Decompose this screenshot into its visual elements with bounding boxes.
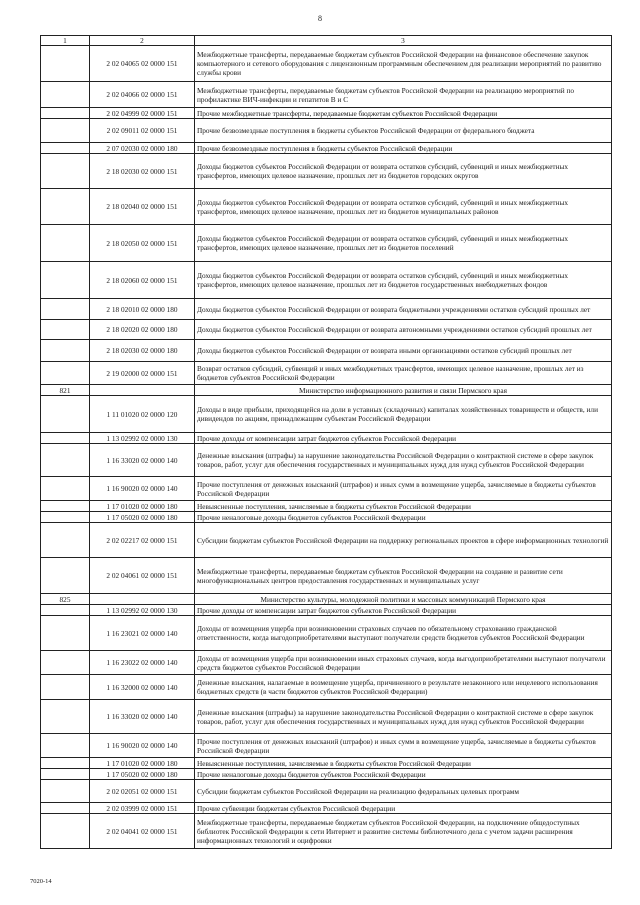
budget-code-cell: 1 11 01020 02 0000 120 bbox=[90, 396, 195, 433]
budget-code-cell: 2 18 02030 02 0000 151 bbox=[90, 154, 195, 189]
admin-code-cell bbox=[41, 299, 90, 320]
description-cell: Невыясненные поступления, зачисляемые в бюджеты субъектов Российской Федерации bbox=[195, 501, 612, 512]
budget-code-cell: 2 18 02020 02 0000 180 bbox=[90, 320, 195, 340]
admin-code-cell bbox=[41, 46, 90, 82]
table-row bbox=[41, 501, 612, 512]
admin-code-cell bbox=[41, 154, 90, 189]
admin-code-cell bbox=[41, 320, 90, 340]
admin-code-cell bbox=[41, 734, 90, 758]
budget-code-cell: 2 02 04041 02 0000 151 bbox=[90, 814, 195, 849]
table-row bbox=[41, 143, 612, 154]
description-cell: Доходы от возмещения ущерба при возникновении иных страховых случаев, когда выгодоприобретателями выступают получатели средств бюджетов субъектов Российской Федерации bbox=[195, 651, 612, 675]
budget-code-cell: 2 18 02010 02 0000 180 bbox=[90, 299, 195, 320]
table-row bbox=[41, 262, 612, 299]
budget-code-cell: 1 17 01020 02 0000 180 bbox=[90, 758, 195, 769]
admin-code-cell bbox=[41, 362, 90, 385]
admin-code-cell bbox=[41, 558, 90, 594]
description-cell: Прочие доходы от компенсации затрат бюджетов субъектов Российской Федерации bbox=[195, 433, 612, 444]
budget-code-cell: 2 02 03999 02 0000 151 bbox=[90, 803, 195, 814]
table-row bbox=[41, 605, 612, 616]
admin-code-cell bbox=[41, 780, 90, 803]
description-cell: Невыясненные поступления, зачисляемые в бюджеты субъектов Российской Федерации bbox=[195, 758, 612, 769]
table-row bbox=[41, 803, 612, 814]
description-cell: Возврат остатков субсидий, субвенций и иных межбюджетных трансфертов, имеющих целевое назначение, прошлых лет из бюджетов субъектов Российской Федерации bbox=[195, 362, 612, 385]
admin-code-cell bbox=[41, 803, 90, 814]
budget-code-cell: 2 18 02050 02 0000 151 bbox=[90, 225, 195, 262]
budget-code-cell: 2 07 02030 02 0000 180 bbox=[90, 143, 195, 154]
header-col-1: 1 bbox=[41, 36, 90, 46]
budget-code-cell: 1 16 23021 02 0000 140 bbox=[90, 616, 195, 651]
description-cell: Прочие неналоговые доходы бюджетов субъектов Российской Федерации bbox=[195, 769, 612, 780]
page-number: 8 bbox=[318, 14, 322, 23]
description-cell: Прочие межбюджетные трансферты, передаваемые бюджетам субъектов Российской Федерации bbox=[195, 108, 612, 119]
table-row bbox=[41, 82, 612, 108]
budget-code-cell: 2 02 02217 02 0000 151 bbox=[90, 523, 195, 558]
budget-code-cell: 1 16 33020 02 0000 140 bbox=[90, 700, 195, 734]
description-cell: Доходы бюджетов субъектов Российской Федерации от возврата автономными учреждениями остатков субсидий прошлых лет bbox=[195, 320, 612, 340]
budget-code-cell: 2 18 02040 02 0000 151 bbox=[90, 189, 195, 225]
description-cell: Прочие неналоговые доходы бюджетов субъектов Российской Федерации bbox=[195, 512, 612, 523]
description-cell: Прочие безвозмездные поступления в бюджеты субъектов Российской Федерации от федерального бюджета bbox=[195, 119, 612, 143]
budget-code-cell: 2 02 04999 02 0000 151 bbox=[90, 108, 195, 119]
admin-code-cell bbox=[41, 82, 90, 108]
admin-code-cell bbox=[41, 605, 90, 616]
description-cell: Прочие безвозмездные поступления в бюджеты субъектов Российской Федерации bbox=[195, 143, 612, 154]
description-cell: Доходы бюджетов субъектов Российской Федерации от возврата остатков субсидий, субвенций и иных межбюджетных трансфертов, имеющих целевое назначение, прошлых лет из бюджетов муниципальных районов bbox=[195, 189, 612, 225]
budget-code-cell bbox=[90, 385, 195, 396]
header-col-3: 3 bbox=[195, 36, 612, 46]
table-row bbox=[41, 108, 612, 119]
section-row bbox=[41, 385, 612, 396]
budget-code-cell: 1 17 05020 02 0000 180 bbox=[90, 512, 195, 523]
admin-code-cell bbox=[41, 700, 90, 734]
description-cell: Прочие поступления от денежных взысканий (штрафов) и иных сумм в возмещение ущерба, зачисляемые в бюджеты субъектов Российской Федерации bbox=[195, 477, 612, 501]
revenue-codes-table bbox=[40, 35, 612, 849]
admin-code-cell bbox=[41, 477, 90, 501]
budget-code-cell: 1 16 32000 02 0000 140 bbox=[90, 675, 195, 700]
budget-code-cell: 1 17 05020 02 0000 180 bbox=[90, 769, 195, 780]
table-row bbox=[41, 523, 612, 558]
admin-code-cell bbox=[41, 523, 90, 558]
section-row bbox=[41, 594, 612, 605]
table-row bbox=[41, 433, 612, 444]
table-row bbox=[41, 189, 612, 225]
table-row bbox=[41, 512, 612, 523]
table-row bbox=[41, 444, 612, 477]
footer-code: 7020-14 bbox=[30, 878, 52, 885]
table-row bbox=[41, 46, 612, 82]
admin-code-cell bbox=[41, 396, 90, 433]
table-row bbox=[41, 651, 612, 675]
table-row bbox=[41, 558, 612, 594]
admin-code-cell bbox=[41, 340, 90, 362]
budget-code-cell: 2 02 02051 02 0000 151 bbox=[90, 780, 195, 803]
budget-code-cell: 1 16 90020 02 0000 140 bbox=[90, 477, 195, 501]
admin-code-cell bbox=[41, 651, 90, 675]
description-cell: Прочие субвенции бюджетам субъектов Российской Федерации bbox=[195, 803, 612, 814]
budget-code-cell: 1 17 01020 02 0000 180 bbox=[90, 501, 195, 512]
table-row bbox=[41, 616, 612, 651]
description-cell: Доходы бюджетов субъектов Российской Федерации от возврата бюджетными учреждениями остатков субсидий прошлых лет bbox=[195, 299, 612, 320]
description-cell: Доходы бюджетов субъектов Российской Федерации от возврата остатков субсидий, субвенций и иных межбюджетных трансфертов, имеющих целевое назначение, прошлых лет из бюджетов государственных внебюджетных фондов bbox=[195, 262, 612, 299]
table-row bbox=[41, 675, 612, 700]
admin-code-cell bbox=[41, 758, 90, 769]
description-cell: Министерство информационного развития и связи Пермского края bbox=[195, 385, 612, 396]
budget-code-cell: 2 02 04066 02 0000 151 bbox=[90, 82, 195, 108]
header-row bbox=[41, 36, 612, 46]
table-row bbox=[41, 340, 612, 362]
description-cell: Денежные взыскания (штрафы) за нарушение законодательства Российской Федерации о контрактной системе в сфере закупок товаров, работ, услуг для обеспечения государственных и муниципальных нужд для нужд субъектов Российской Федерации bbox=[195, 444, 612, 477]
table-row bbox=[41, 154, 612, 189]
admin-code-cell bbox=[41, 189, 90, 225]
table-row bbox=[41, 362, 612, 385]
description-cell: Межбюджетные трансферты, передаваемые бюджетам субъектов Российской Федерации, на подключение общедоступных библиотек Российской Федерации к сети Интернет и развитие системы библиотечного дела с учетом задачи расширения информационных технологий и оцифровки bbox=[195, 814, 612, 849]
budget-code-cell: 1 16 90020 02 0000 140 bbox=[90, 734, 195, 758]
admin-code-cell: 825 bbox=[41, 594, 90, 605]
table-row bbox=[41, 758, 612, 769]
budget-code-cell: 2 18 02030 02 0000 180 bbox=[90, 340, 195, 362]
table-row bbox=[41, 814, 612, 849]
budget-code-cell bbox=[90, 594, 195, 605]
description-cell: Субсидии бюджетам субъектов Российской Федерации на реализацию федеральных целевых программ bbox=[195, 780, 612, 803]
description-cell: Денежные взыскания, налагаемые в возмещение ущерба, причиненного в результате незаконного или нецелевого использования бюджетных средств (в части бюджетов субъектов Российской Федерации) bbox=[195, 675, 612, 700]
admin-code-cell bbox=[41, 501, 90, 512]
admin-code-cell bbox=[41, 616, 90, 651]
budget-code-cell: 1 13 02992 02 0000 130 bbox=[90, 605, 195, 616]
admin-code-cell bbox=[41, 444, 90, 477]
description-cell: Доходы бюджетов субъектов Российской Федерации от возврата иными организациями остатков субсидий прошлых лет bbox=[195, 340, 612, 362]
budget-code-cell: 1 13 02992 02 0000 130 bbox=[90, 433, 195, 444]
header-col-2: 2 bbox=[90, 36, 195, 46]
table-row bbox=[41, 119, 612, 143]
admin-code-cell bbox=[41, 143, 90, 154]
budget-code-cell: 2 02 09011 02 0000 151 bbox=[90, 119, 195, 143]
description-cell: Доходы бюджетов субъектов Российской Федерации от возврата остатков субсидий, субвенций и иных межбюджетных трансфертов, имеющих целевое назначение, прошлых лет из бюджетов городских округов bbox=[195, 154, 612, 189]
admin-code-cell bbox=[41, 225, 90, 262]
table-row bbox=[41, 477, 612, 501]
budget-code-cell: 2 02 04061 02 0000 151 bbox=[90, 558, 195, 594]
admin-code-cell bbox=[41, 108, 90, 119]
description-cell: Межбюджетные трансферты, передаваемые бюджетам субъектов Российской Федерации на создание и развитие сети многофункциональных центров предоставления государственных и муниципальных услуг bbox=[195, 558, 612, 594]
description-cell: Прочие доходы от компенсации затрат бюджетов субъектов Российской Федерации bbox=[195, 605, 612, 616]
table-row bbox=[41, 396, 612, 433]
description-cell: Доходы от возмещения ущерба при возникновении страховых случаев по обязательному страхованию гражданской ответственности, когда выгодоприобретателями выступают получатели средств бюджетов субъектов Российской Федерации bbox=[195, 616, 612, 651]
admin-code-cell: 821 bbox=[41, 385, 90, 396]
description-cell: Доходы в виде прибыли, приходящейся на доли в уставных (складочных) капиталах хозяйственных товариществ и обществ, или дивидендов по акциям, принадлежащим субъектам Российской Федерации bbox=[195, 396, 612, 433]
table-row bbox=[41, 700, 612, 734]
budget-code-cell: 1 16 33020 02 0000 140 bbox=[90, 444, 195, 477]
table-row bbox=[41, 734, 612, 758]
admin-code-cell bbox=[41, 675, 90, 700]
admin-code-cell bbox=[41, 814, 90, 849]
table-row bbox=[41, 225, 612, 262]
admin-code-cell bbox=[41, 433, 90, 444]
description-cell: Денежные взыскания (штрафы) за нарушение законодательства Российской Федерации о контрактной системе в сфере закупок товаров, работ, услуг для обеспечения государственных и муниципальных нужд для нужд субъектов Российской Федерации bbox=[195, 700, 612, 734]
table-row bbox=[41, 320, 612, 340]
description-cell: Межбюджетные трансферты, передаваемые бюджетам субъектов Российской Федерации на финансовое обеспечение закупок компьютерного и сетевого оборудования с лицензионным программным обеспечением для реализации мероприятий по развитию службы крови bbox=[195, 46, 612, 82]
admin-code-cell bbox=[41, 769, 90, 780]
budget-code-cell: 1 16 23022 02 0000 140 bbox=[90, 651, 195, 675]
admin-code-cell bbox=[41, 119, 90, 143]
description-cell: Субсидии бюджетам субъектов Российской Федерации на поддержку региональных проектов в сфере информационных технологий bbox=[195, 523, 612, 558]
description-cell: Межбюджетные трансферты, передаваемые бюджетам субъектов Российской Федерации на реализацию мероприятий по профилактике ВИЧ-инфекции и гепатитов В и С bbox=[195, 82, 612, 108]
description-cell: Доходы бюджетов субъектов Российской Федерации от возврата остатков субсидий, субвенций и иных межбюджетных трансфертов, имеющих целевое назначение, прошлых лет из бюджетов поселений bbox=[195, 225, 612, 262]
budget-code-cell: 2 18 02060 02 0000 151 bbox=[90, 262, 195, 299]
table-row bbox=[41, 769, 612, 780]
admin-code-cell bbox=[41, 512, 90, 523]
table-row bbox=[41, 299, 612, 320]
description-cell: Министерство культуры, молодежной политики и массовых коммуникаций Пермского края bbox=[195, 594, 612, 605]
budget-code-cell: 2 19 02000 02 0000 151 bbox=[90, 362, 195, 385]
description-cell: Прочие поступления от денежных взысканий (штрафов) и иных сумм в возмещение ущерба, зачисляемые в бюджеты субъектов Российской Федерации bbox=[195, 734, 612, 758]
budget-code-cell: 2 02 04065 02 0000 151 bbox=[90, 46, 195, 82]
admin-code-cell bbox=[41, 262, 90, 299]
table-row bbox=[41, 780, 612, 803]
